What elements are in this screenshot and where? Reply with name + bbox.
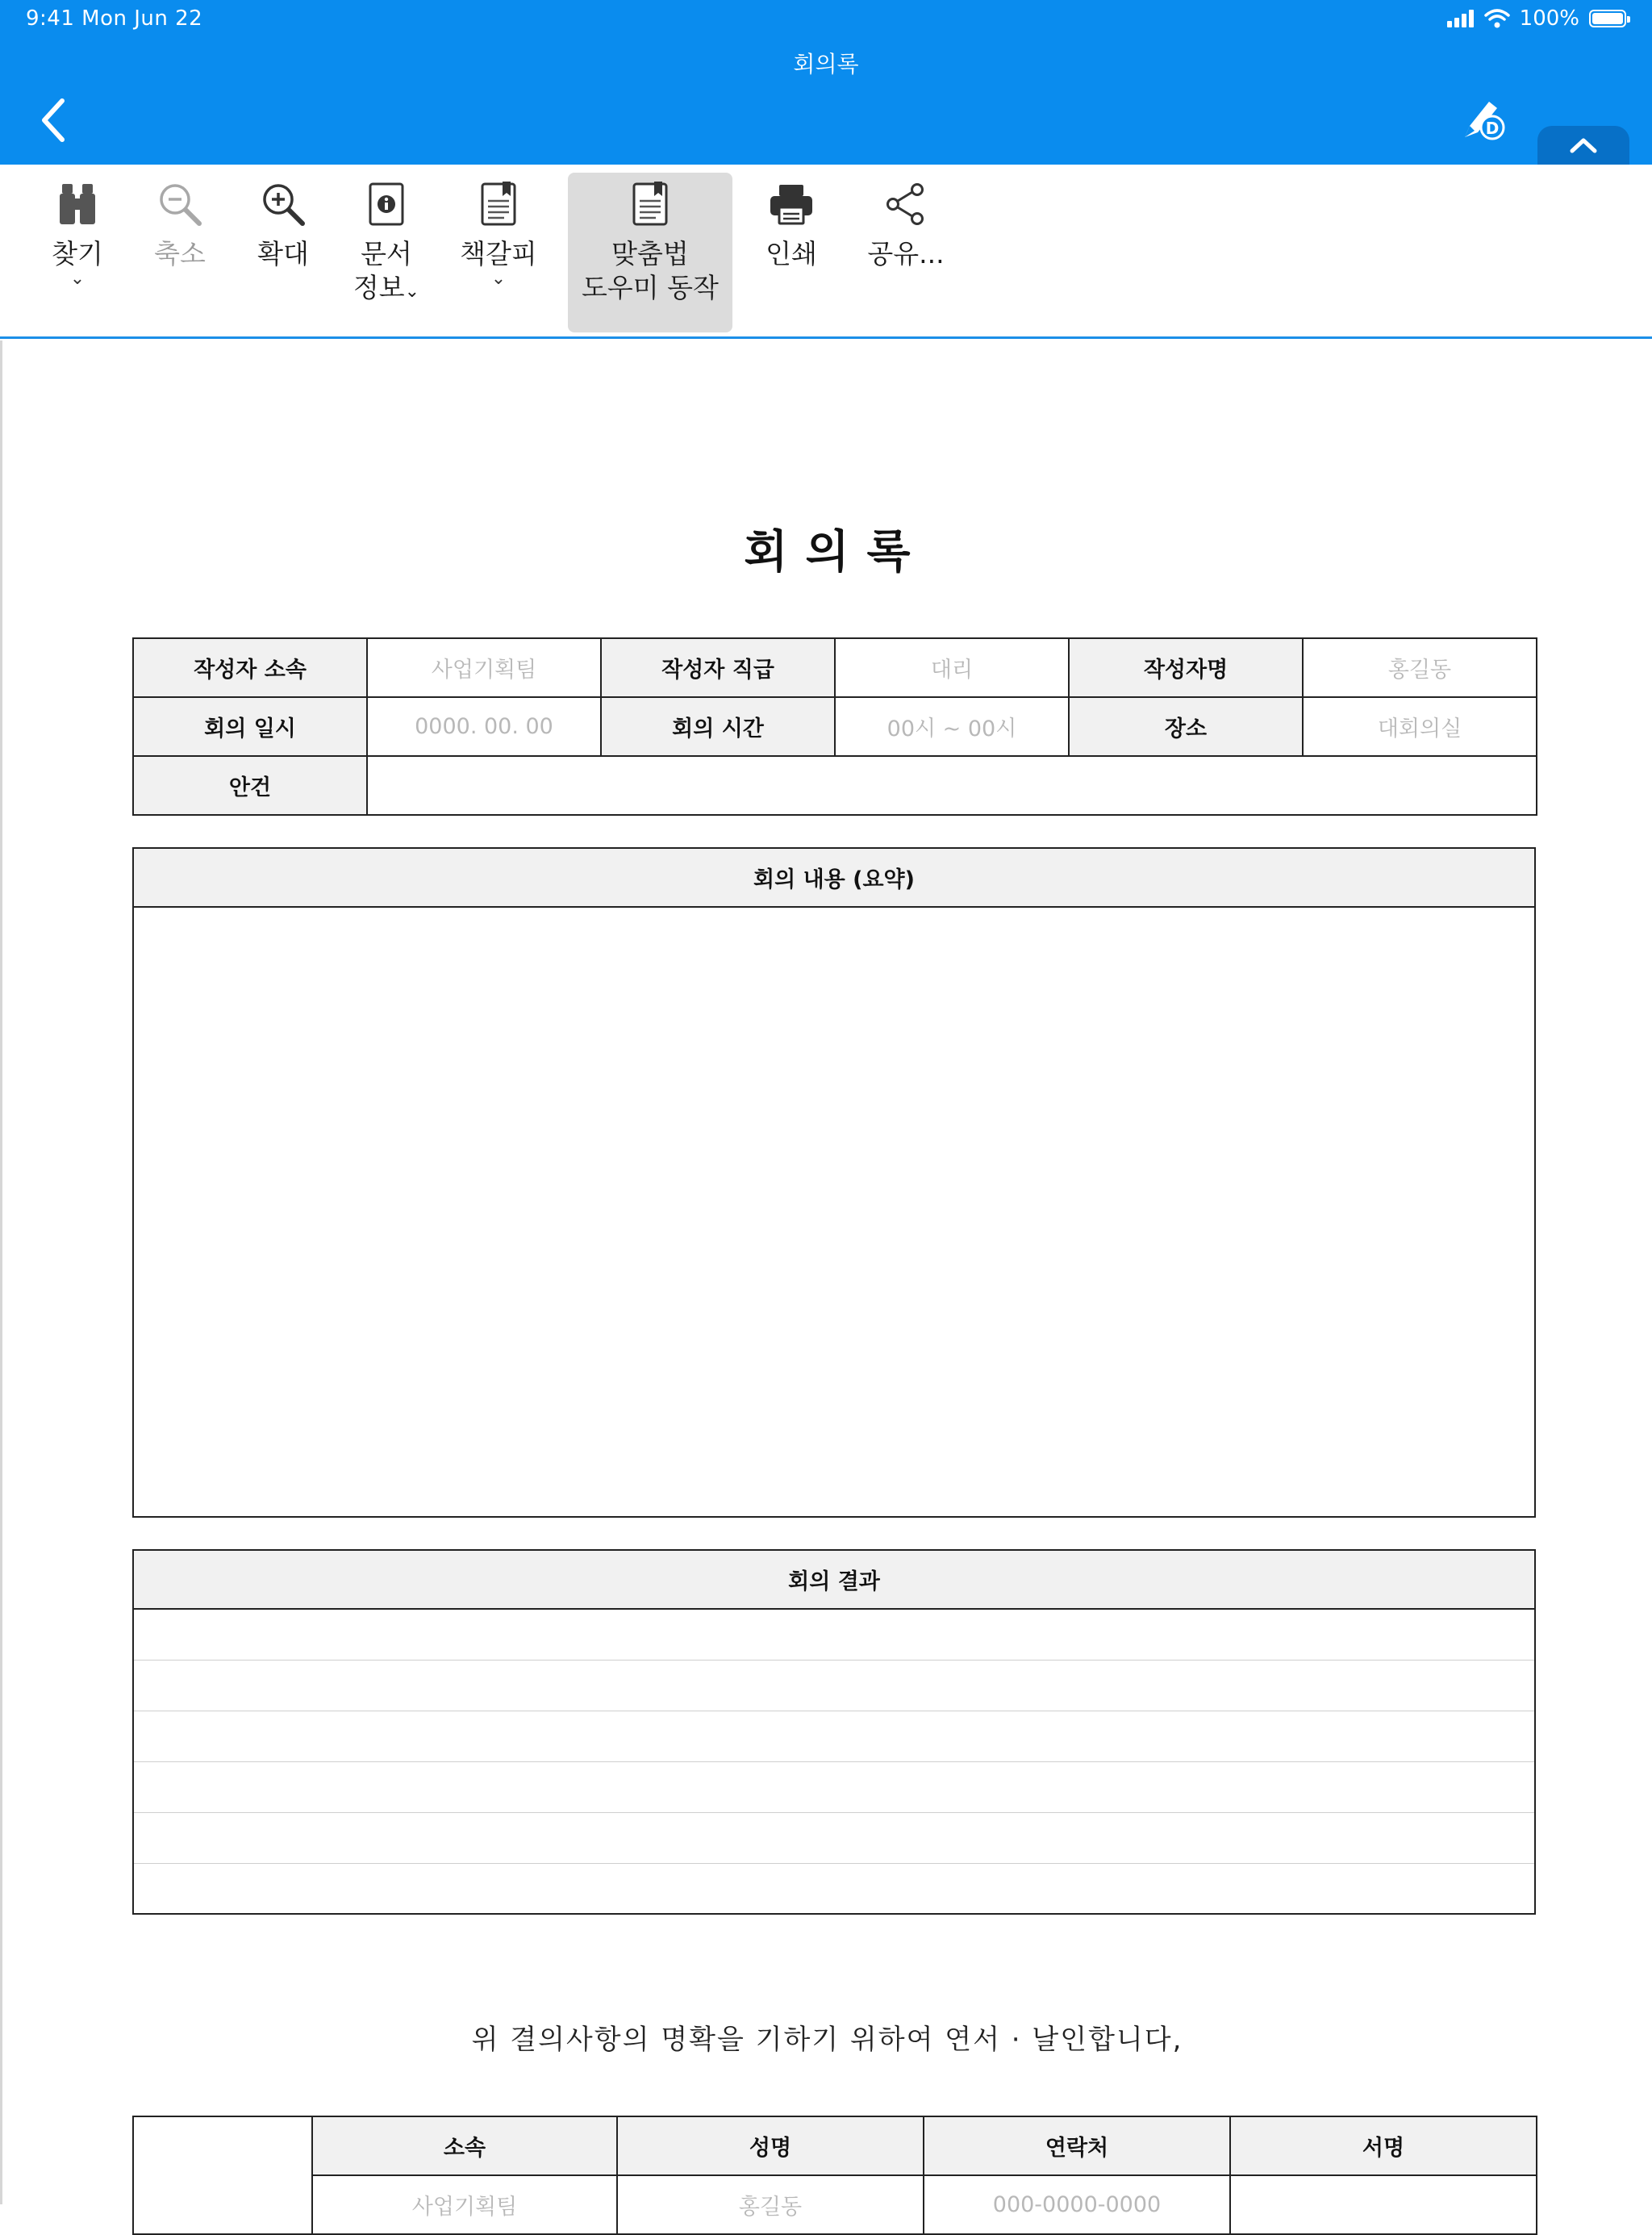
signature-table [132,2116,1537,2235]
document-heading: 회의록 [744,526,928,579]
zoom-in-label: 확대 [257,238,309,269]
wifi-icon [1484,9,1510,28]
collapse-toolbar-button[interactable] [1537,126,1629,165]
table-row [133,1660,1535,1711]
table-row [133,697,1537,756]
agenda-label: 안건 [133,756,367,815]
spell-helper-label-2: 도우미 동작 [582,272,719,303]
place-value[interactable]: 대회의실 [1303,697,1537,756]
summary-table [132,847,1536,1518]
toolbar [0,165,1652,339]
result-line[interactable] [133,1863,1535,1914]
bookmark-icon [480,182,517,227]
spell-helper-button[interactable] [568,173,732,332]
table-row [133,1550,1535,1609]
table-row [133,848,1535,907]
document-info-label-2: 정보 [353,272,405,303]
resolution-statement: 위 결의사항의 명확을 기하기 위하여 연서 · 날인합니다, [471,2024,1183,2056]
document-info-label-1: 문서 [361,238,412,269]
spellcheck-document-icon [632,182,669,227]
signature-header: 서명 [1230,2116,1537,2175]
author-rank-label: 작성자 직급 [601,638,835,697]
meeting-date-value[interactable]: 0000. 00. 00 [367,697,601,756]
author-name-value[interactable]: 홍길동 [1303,638,1537,697]
table-row [133,638,1537,697]
spell-helper-label-1: 맞춤법 [611,238,689,269]
sign-dept-value[interactable]: 사업기획팀 [312,2175,617,2234]
table-row [133,1711,1535,1761]
result-line[interactable] [133,1761,1535,1812]
zoom-in-button[interactable] [253,176,313,271]
status-time: 9:41 Mon Jun 22 [26,6,203,31]
chevron-down-icon: ⌄ [404,282,420,302]
document-info-button[interactable] [352,176,421,309]
binoculars-icon [57,182,98,226]
result-line[interactable] [133,1711,1535,1761]
document-title: 회의록 [793,51,859,77]
battery-icon [1589,10,1626,27]
table-row [133,1812,1535,1863]
chevron-left-icon [40,98,67,143]
chevron-down-icon: ⌄ [69,269,86,289]
share-button[interactable] [861,176,950,271]
document-info-icon [368,182,405,227]
document-page[interactable] [0,340,1652,2220]
battery-percent: 100% [1519,6,1579,31]
cellular-signal-icon [1447,10,1475,27]
agenda-value[interactable] [367,756,1537,815]
contact-header: 연락처 [924,2116,1230,2175]
author-rank-value[interactable]: 대리 [835,638,1069,697]
result-header: 회의 결과 [133,1550,1535,1609]
svg-text:D: D [1485,119,1500,138]
table-row [133,1863,1535,1914]
find-button[interactable] [47,176,108,287]
result-line[interactable] [133,1660,1535,1711]
result-line[interactable] [133,1609,1535,1660]
bookmark-button[interactable] [458,176,539,287]
summary-header: 회의 내용 (요약) [133,848,1535,907]
result-table [132,1549,1536,1915]
sign-contact-value[interactable]: 000-0000-0000 [924,2175,1230,2234]
zoom-in-icon [261,182,306,227]
chevron-down-icon: ⌄ [490,269,507,289]
info-table [132,637,1537,816]
summary-body[interactable] [133,907,1535,1517]
app-bar [0,0,1652,165]
zoom-out-icon [157,182,202,227]
name-header: 성명 [617,2116,924,2175]
bookmark-label: 책갈피 [460,238,537,269]
table-row [133,1761,1535,1812]
table-row [133,907,1535,1517]
print-button[interactable] [761,176,821,271]
meeting-time-value[interactable]: 00시 ~ 00시 [835,697,1069,756]
sign-name-value[interactable]: 홍길동 [617,2175,924,2234]
author-dept-value[interactable]: 사업기획팀 [367,638,601,697]
table-row [133,1609,1535,1660]
table-row [133,756,1537,815]
place-label: 장소 [1069,697,1303,756]
signature-table-blank [133,2116,312,2234]
zoom-out-label: 축소 [154,238,206,269]
status-indicators [1447,6,1626,31]
table-row [133,2116,1537,2175]
pen-mode-button[interactable] [1458,94,1507,144]
chevron-up-icon [1570,137,1597,153]
result-line[interactable] [133,1812,1535,1863]
dept-header: 소속 [312,2116,617,2175]
sign-signature-value[interactable] [1230,2175,1537,2234]
share-icon [885,182,927,226]
find-label: 찾기 [52,238,103,269]
back-button[interactable] [32,95,74,145]
print-label: 인쇄 [766,238,817,269]
share-label: 공유... [867,238,945,269]
meeting-time-label: 회의 시간 [601,697,835,756]
table-row [133,2175,1537,2234]
pen-icon [1458,94,1507,144]
zoom-out-button[interactable] [150,176,210,271]
printer-icon [768,182,815,227]
author-name-label: 작성자명 [1069,638,1303,697]
meeting-date-label: 회의 일시 [133,697,367,756]
author-dept-label: 작성자 소속 [133,638,367,697]
